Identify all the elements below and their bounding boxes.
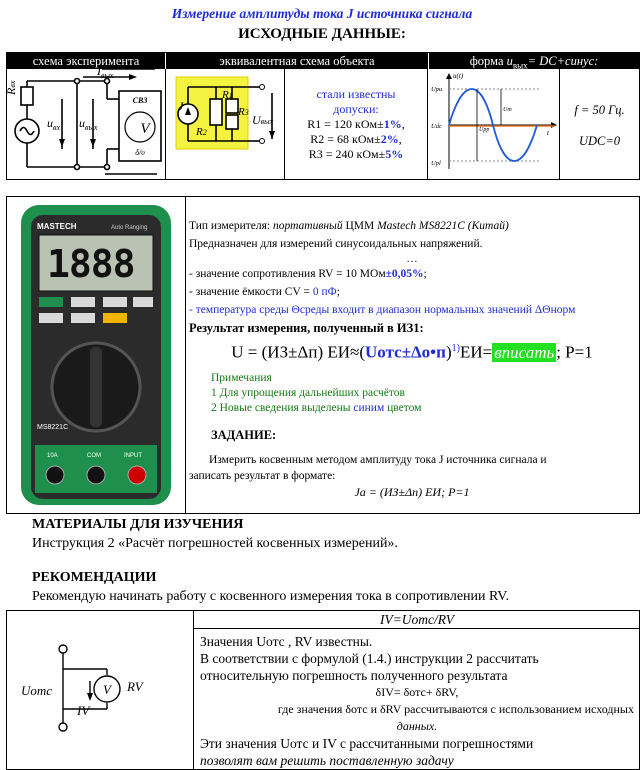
result-label: Результат измерения, полученный в ИЗ1: [189, 321, 424, 335]
circuit-label-v: V [103, 682, 111, 697]
experiment-circuit-diagram [4, 64, 165, 179]
signal-params [560, 69, 639, 179]
waveform-diagram [429, 69, 559, 179]
wave-label-upp: Upp [479, 127, 490, 133]
waveform-chart [429, 69, 560, 179]
rec-formula: IV=Uотс/RV [194, 611, 640, 629]
wave-label-u: u(t) [453, 72, 464, 80]
udc-value: UDC=0 [578, 134, 621, 148]
recommendations-title: РЕКОМЕНДАЦИИ [32, 570, 157, 585]
params-intro-2: допуски: [333, 102, 379, 116]
materials-section [32, 517, 243, 533]
label-cv: СВ3 [132, 96, 148, 105]
materials-text: Инструкция 2 «Расчёт погрешностей косвенных измерений». [32, 536, 398, 551]
circuit-label-rv: RV [127, 679, 143, 694]
meter-resistance: - значение сопротивления RV = 10 МОм±0,05%; [189, 268, 427, 280]
equivalent-circuit-diagram [166, 69, 284, 179]
experiment-schematic [4, 64, 166, 179]
label-rvh: Rвх [4, 80, 18, 95]
wave-label-udc: Udc [431, 123, 442, 130]
rec-line-2: В соответствии с формулой (1.4.) инструкции 2 рассчитать [200, 651, 539, 666]
materials-title: МАТЕРИАЛЫ ДЛЯ ИЗУЧЕНИЯ [32, 517, 244, 532]
current-circuit-diagram [7, 611, 193, 769]
recommendation-box [6, 610, 640, 770]
result-formula: U = (ИЗ±Δп) ЕИ≈(Uотс±Δо•п)$^{1)}$ЕИ= вписать ; P=1 [231, 342, 593, 362]
label-j: J [178, 99, 184, 113]
header-experiment: схема эксперимента [7, 53, 165, 69]
equivalent-schematic [166, 69, 285, 179]
label-ivyh: $I_{вых}$ [97, 64, 114, 80]
param-r3: R3 = 240 кОм±5% [308, 147, 404, 161]
meter-brand: MASTECH [37, 222, 77, 231]
rec-line-6: данных. [396, 719, 438, 733]
circuit-label-iv: IV [77, 703, 90, 718]
task-title: ЗАДАНИЕ: [211, 427, 277, 442]
meter-temperature: - температура среды Θсреды входит в диапазон нормальных значений ΔΘнорм [189, 304, 576, 316]
fill-in-placeholder[interactable]: вписать [494, 342, 555, 362]
meter-picture-cell [7, 197, 186, 513]
label-v: V [140, 121, 150, 137]
header-equivalent: эквивалентная схема объекта [166, 53, 428, 69]
label-r1: R1 [222, 89, 233, 101]
meter-capacity: - значение ёмкости CV = 0 пФ; [189, 286, 340, 298]
task-formula: Ja = (ИЗ±Δп) ЕИ; P=1 [354, 484, 470, 499]
wave-label-um: Um [503, 107, 512, 113]
note-2: 2 Новые сведения выделены синим цветом [211, 401, 422, 414]
notes-title: Примечания [211, 371, 272, 384]
params-intro-1: стали известны [316, 87, 396, 101]
rec-line-8: позволят вам решить поставленную задачу [200, 753, 454, 768]
meter-model: MS8221C [37, 424, 69, 431]
rec-line-7: Эти значения Uотс и IV с рассчитанными погрешностями [200, 736, 534, 751]
label-r3: R3 [238, 106, 249, 118]
multimeter-image [7, 197, 185, 513]
dots: … [406, 253, 418, 265]
rec-line-4: δIV= δотс+ δRV, [375, 685, 459, 699]
wave-label-upu: Upu [431, 86, 443, 93]
recommendations-text: Рекомендую начинать работу с косвенного измерения тока в сопротивлении RV. [32, 589, 510, 604]
header-waveform: форма $u_{вых}=$ DC+синус: [429, 53, 639, 69]
label-dv: δ/υ [135, 148, 145, 157]
meter-section [6, 196, 640, 514]
meter-description [189, 217, 635, 500]
meter-type: Тип измерителя: портативный ЦММ Mastech MS8221C (Китай) [189, 220, 509, 232]
meter-com: COM [87, 453, 101, 459]
rec-line-5: где значения δотс и δRV рассчитываются с использованием исходных [277, 702, 634, 716]
meter-display: 1888 [47, 242, 135, 286]
notes [211, 371, 635, 416]
note-1: 1 Для упрощения дальнейших расчётов [211, 386, 405, 399]
meter-purpose: Предназначен для измерений синусоидальных напряжений. [189, 238, 483, 250]
label-uvh: $u_{вх}$ [47, 116, 61, 132]
param-r1: R1 = 120 кОм±1%, [307, 117, 405, 131]
wave-label-t: t [547, 129, 549, 137]
param-r2: R2 = 68 кОм±2%, [310, 132, 402, 146]
resistor-params [285, 69, 428, 179]
initial-data-table [6, 52, 640, 180]
recommendations-section [32, 570, 156, 586]
frequency-value: f = 50 Гц. [574, 103, 625, 117]
meter-mode: Auto Ranging [111, 225, 148, 231]
recommendation-text [193, 611, 640, 769]
label-r2: R2 [196, 126, 207, 138]
label-uvyh: $u_{вых}$ [79, 116, 98, 132]
circuit-label-uotc: Uотс [21, 683, 53, 698]
rec-line-3: относительную погрешность полученного результата [200, 668, 508, 683]
task-text-2: записать результат в формате: [189, 469, 336, 482]
meter-input: INPUT [124, 453, 142, 459]
label-uout: Uвых [252, 113, 274, 127]
wave-label-upl: Upl [431, 160, 441, 167]
section-title-initial-data: ИСХОДНЫЕ ДАННЫЕ: [238, 26, 406, 42]
task-text-1: Измерить косвенным методом амплитуду тока J источника сигнала и [209, 453, 547, 466]
meter-amps: 10A [47, 453, 58, 459]
page-title: Измерение амплитуды тока J источника сигнала [171, 6, 473, 21]
rec-line-1: Значения Uотс , RV известны. [200, 634, 373, 649]
